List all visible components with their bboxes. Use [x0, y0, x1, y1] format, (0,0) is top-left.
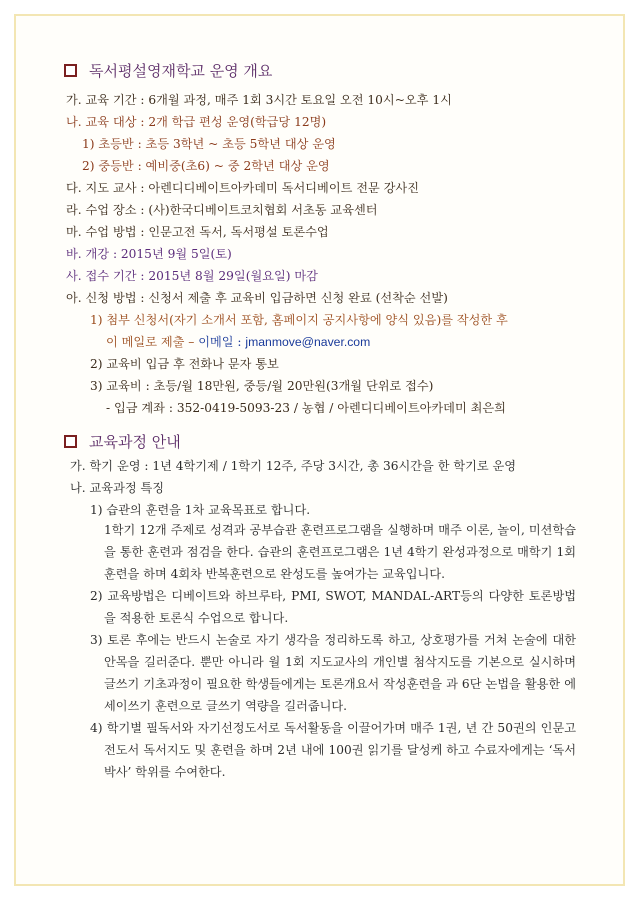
item-semester: 가. 학기 운영 : 1년 4학기제 / 1학기 12주, 주당 3시간, 총 36시간을 한 학기로 운영	[70, 459, 517, 473]
item-target-elementary: 1) 초등반 : 초등 3학년 ~ 초등 5학년 대상 운영	[82, 137, 336, 151]
section-title-text: 독서평설영재학교 운영 개요	[89, 62, 273, 80]
item-period: 가. 교육 기간 : 6개월 과정, 매주 1회 3시간 토요일 오전 10시~오후 1시	[66, 93, 452, 107]
item-apply-email-line	[106, 334, 370, 350]
feature-1-head: 1) 습관의 훈련을 1차 교육목표로 합니다.	[90, 503, 311, 517]
item-opening: 바. 개강 : 2015년 9월 5일(토)	[66, 247, 232, 261]
item-registration: 사. 접수 기간 : 2015년 8월 29일(월요일) 마감	[66, 269, 318, 283]
feature-3: 3) 토론 후에는 반드시 논술로 자기 생각을 정리하도록 하고, 상호평가를 거쳐 논술에 대한 안목을 길러준다. 뿐만 아니라 월 1회 지도교사의 개인별 첨삭지도를 기본으로 실시하며 글쓰기 기초과정이 필요한 학생들에게는 토론개요서 작성훈련을 과 6단 논법을 활용한 에세이쓰기 훈련으로 글쓰기 역량을 길러줍니다.	[90, 633, 576, 713]
square-bullet-icon	[64, 435, 77, 448]
item-target-middle: 2) 중등반 : 예비중(초6) ~ 중 2학년 대상 운영	[82, 159, 330, 173]
item-method: 마. 수업 방법 : 인문고전 독서, 독서평설 토론수업	[66, 225, 329, 239]
item-apply-method: 아. 신청 방법 : 신청서 제출 후 교육비 입금하면 신청 완료 (선착순 선발)	[66, 291, 448, 305]
email-label: 이메일 :	[198, 335, 246, 349]
item-bank-account: - 입금 계좌 : 352-0419-5093-23 / 농협 / 아렌디디베이트아카데미 최은희	[106, 401, 506, 415]
item-apply-step3: 3) 교육비 : 초등/월 18만원, 중등/월 20만원(3개월 단위로 접수)	[90, 379, 434, 393]
item-apply-step1: 1) 첨부 신청서(자기 소개서 포함, 홈페이지 공지사항에 양식 있음)를 작성한 후	[90, 313, 508, 327]
feature-1-body: 1학기 12개 주제로 성격과 공부습관 훈련프로그램을 실행하며 매주 이론, 놀이, 미션학습을 통한 훈련과 점검을 한다. 습관의 훈련프로그램은 1년 4학기 완성과정으로 매학기 1회 훈련을 하며 4회차 반복훈련으로 완성도를 높여가는 교육입니다.	[104, 523, 576, 581]
item-apply-step2: 2) 교육비 입금 후 전화나 문자 통보	[90, 357, 279, 371]
section-curriculum-title	[64, 431, 181, 452]
section-title-text: 교육과정 안내	[89, 433, 181, 451]
section-overview-title	[64, 60, 272, 81]
item-teacher: 다. 지도 교사 : 아렌디디베이트아카데미 독서디베이트 전문 강사진	[66, 181, 419, 195]
email-link[interactable]: jmanmove@naver.com	[245, 335, 371, 349]
feature-2: 2) 교육방법은 디베이트와 하브루타, PMI, SWOT, MANDAL-ART등의 다양한 토론방법을 적용한 토론식 수업으로 합니다.	[90, 589, 576, 625]
item-place: 라. 수업 장소 : (사)한국디베이트코치협회 서초동 교육센터	[66, 203, 378, 217]
feature-4: 4) 학기별 필독서와 자기선정도서로 독서활동을 이끌어가며 매주 1권, 년 간 50권의 인문고전도서 독서지도 및 훈련을 하며 2년 내에 100권 읽기를 달성케 하고 수료자에게는 ‘독서박사’ 학위를 수여한다.	[90, 721, 576, 779]
email-submit-text: 이 메일로 제출 –	[106, 335, 199, 349]
square-bullet-icon	[64, 64, 77, 77]
item-target: 나. 교육 대상 : 2개 학급 편성 운영(학급당 12명)	[66, 115, 327, 129]
item-features: 나. 교육과정 특징	[70, 481, 165, 495]
